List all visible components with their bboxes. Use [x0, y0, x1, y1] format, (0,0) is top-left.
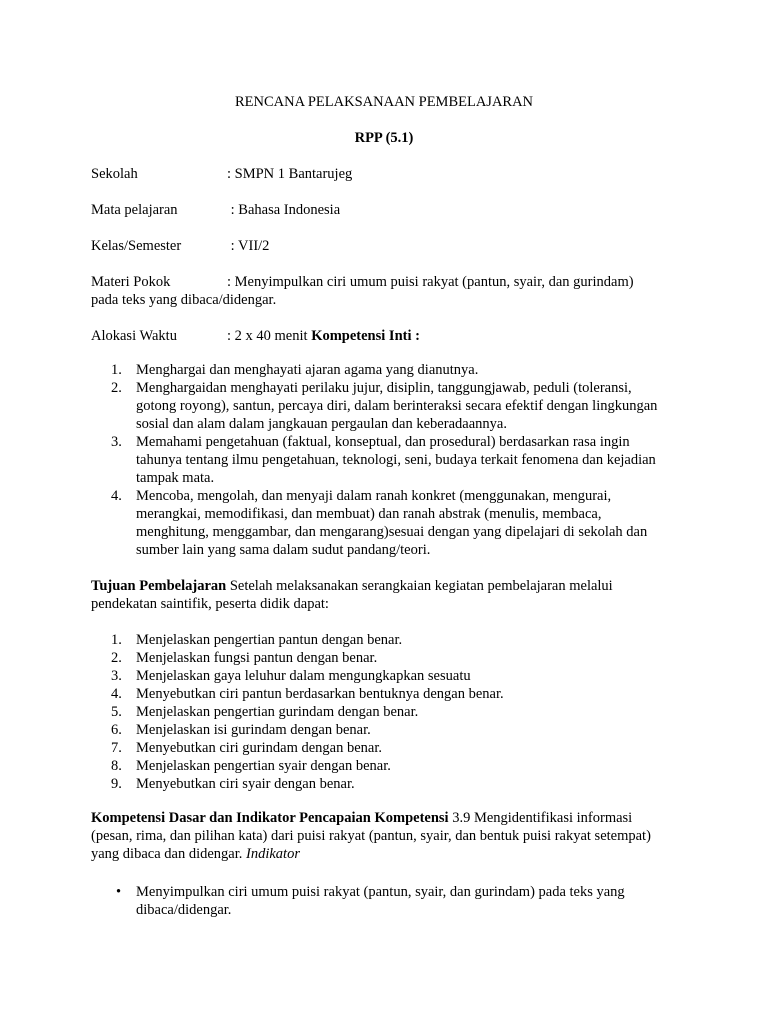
kd-heading: Kompetensi Dasar dan Indikator Pencapaian Kompetensi: [91, 810, 449, 826]
info-label: Mata pelajaran: [91, 202, 178, 218]
list-number: 2.: [111, 650, 122, 666]
list-item: [91, 487, 691, 559]
list-text: merangkai, memodifikasi, dan membuat) dan ranah abstrak (menulis, membaca,: [136, 506, 602, 522]
list-item: [91, 775, 681, 793]
info-row-mata-pelajaran: [91, 201, 340, 219]
list-text: tampak mata.: [136, 470, 215, 486]
alokasi-waktu: [91, 327, 420, 345]
list-text: Menjelaskan pengertian pantun dengan benar.: [136, 632, 403, 648]
list-item: [91, 757, 681, 775]
list-text: Menjelaskan gaya leluhur dalam mengungkapkan sesuatu: [136, 668, 471, 684]
info-row-kelas-semester: [91, 237, 269, 255]
list-text: Menyebutkan ciri pantun berdasarkan bentuknya dengan benar.: [136, 686, 504, 702]
kd-text: 3.9 Mengidentifikasi informasi: [448, 810, 633, 826]
list-number: 6.: [111, 722, 122, 738]
list-item: [91, 649, 681, 667]
list-number: 5.: [111, 704, 122, 720]
info-value: : VII/2: [227, 238, 270, 254]
kd-line2: (pesan, rima, dan pilihan kata) dari puisi rakyat (pantun, syair, dan bentuk puisi rakyat setempat): [91, 828, 651, 844]
materi-pokok-line1: [91, 273, 634, 291]
list-number: 1.: [111, 632, 122, 648]
info-value: : Bahasa Indonesia: [227, 202, 341, 218]
list-item: [91, 721, 681, 739]
list-text: Menyebutkan ciri gurindam dengan benar.: [136, 740, 383, 756]
indikator-label: Indikator: [246, 846, 300, 862]
materi-label: Materi Pokok: [91, 274, 171, 290]
list-item: [91, 739, 681, 757]
document-subtitle: RPP (5.1): [354, 130, 414, 146]
indikator-bullet-list: [91, 883, 681, 919]
kompetensi-inti-heading: Kompetensi Inti :: [311, 328, 420, 344]
list-item: [91, 685, 681, 703]
kd-line1: [91, 809, 632, 827]
list-text: gotong royong), santun, percaya diri, dalam berinteraksi secara efektif dengan lingkungan: [136, 398, 658, 414]
list-text: Menjelaskan isi gurindam dengan benar.: [136, 722, 371, 738]
list-item: [91, 703, 681, 721]
list-text: Menjelaskan pengertian syair dengan benar.: [136, 758, 391, 774]
materi-value: : Menyimpulkan ciri umum puisi rakyat (pantun, syair, dan gurindam): [227, 274, 634, 290]
list-number: 3.: [111, 434, 122, 450]
list-text: menghitung, menggambar, dan mengarang)sesuai dengan yang dipelajari di sekolah dan: [136, 524, 648, 540]
list-number: 2.: [111, 380, 122, 396]
list-number: 9.: [111, 776, 122, 792]
list-number: 7.: [111, 740, 122, 756]
bullet-icon: •: [116, 884, 122, 900]
list-text: Memahami pengetahuan (faktual, konseptual, dan prosedural) berdasarkan rasa ingin: [136, 434, 630, 450]
list-text: tahunya tentang ilmu pengetahuan, teknologi, seni, budaya terkait fenomena dan kejadian: [136, 452, 656, 468]
tujuan-line1: [91, 577, 613, 595]
alokasi-value: : 2 x 40 menit: [227, 328, 312, 344]
info-label: Kelas/Semester: [91, 238, 182, 254]
materi-pokok-line2: pada teks yang dibaca/didengar.: [91, 292, 277, 308]
list-text: Menghargai dan menghayati ajaran agama yang dianutnya.: [136, 362, 479, 378]
list-item: [91, 631, 681, 649]
list-text: Menjelaskan pengertian gurindam dengan benar.: [136, 704, 419, 720]
list-item: [91, 883, 681, 919]
list-number: 1.: [111, 362, 122, 378]
list-text: sosial dan alam dalam jangkauan pergaulan dan keberadaannya.: [136, 416, 507, 432]
list-item: [91, 667, 681, 685]
tujuan-line2: pendekatan saintifik, peserta didik dapat:: [91, 596, 329, 612]
list-item: [91, 379, 691, 433]
list-number: 4.: [111, 686, 122, 702]
list-item: [91, 361, 691, 379]
alokasi-label: Alokasi Waktu: [91, 328, 177, 344]
document-title: RENCANA PELAKSANAAN PEMBELAJARAN: [234, 94, 534, 110]
list-text: dibaca/didengar.: [136, 902, 232, 918]
list-text: Menyebutkan ciri syair dengan benar.: [136, 776, 355, 792]
list-item: [91, 433, 691, 487]
list-number: 3.: [111, 668, 122, 684]
kd-text: yang dibaca dan didengar.: [91, 846, 247, 862]
info-value: : SMPN 1 Bantarujeg: [227, 166, 353, 182]
info-label: Sekolah: [91, 166, 138, 182]
list-text: Mencoba, mengolah, dan menyaji dalam ranah konkret (menggunakan, mengurai,: [136, 488, 612, 504]
list-text: sumber lain yang sama dalam sudut pandang/teori.: [136, 542, 431, 558]
list-text: Menjelaskan fungsi pantun dengan benar.: [136, 650, 378, 666]
list-number: 4.: [111, 488, 122, 504]
info-row-sekolah: [91, 165, 352, 183]
kd-line3: [91, 845, 300, 863]
tujuan-heading: Tujuan Pembelajaran: [91, 578, 227, 594]
tujuan-list: [91, 631, 681, 793]
list-text: Menghargaidan menghayati perilaku jujur, disiplin, tanggungjawab, peduli (toleransi,: [136, 380, 632, 396]
tujuan-text: Setelah melaksanakan serangkaian kegiatan pembelajaran melalui: [226, 578, 613, 594]
list-text: Menyimpulkan ciri umum puisi rakyat (pantun, syair, dan gurindam) pada teks yang: [136, 884, 625, 900]
kompetensi-inti-list: [91, 361, 691, 559]
list-number: 8.: [111, 758, 122, 774]
